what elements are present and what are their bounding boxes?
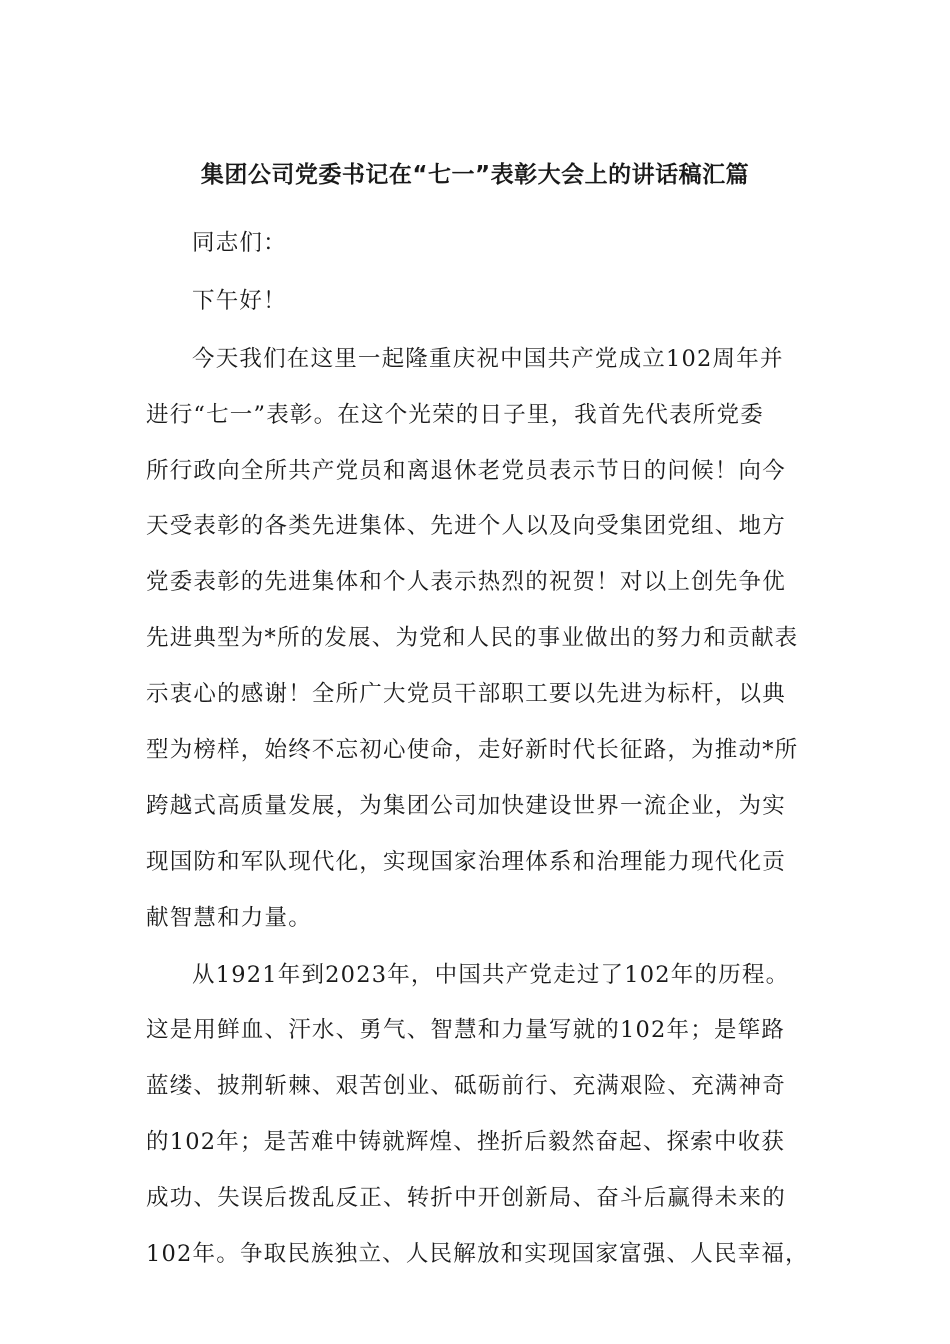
paragraph-line: 献智慧和力量。 bbox=[146, 905, 312, 931]
paragraph-line: 型为榜样，始终不忘初心使命，走好新时代长征路，为推动*所 bbox=[146, 737, 799, 763]
salutation: 同志们： bbox=[192, 230, 287, 256]
paragraph-line: 成功、失误后拨乱反正、转折中开创新局、奋斗后赢得未来的 bbox=[146, 1185, 786, 1211]
paragraph-line: 进行“七一”表彰。在这个光荣的日子里，我首先代表所党委 bbox=[146, 402, 764, 428]
paragraph-line: 这是用鲜血、汗水、勇气、智慧和力量写就的102年；是筚路 bbox=[146, 1017, 786, 1043]
paragraph-line: 跨越式高质量发展，为集团公司加快建设世界一流企业，为实 bbox=[146, 793, 786, 819]
paragraph-line: 今天我们在这里一起隆重庆祝中国共产党成立102周年并 bbox=[192, 346, 784, 372]
paragraph-line: 天受表彰的各类先进集体、先进个人以及向受集团党组、地方 bbox=[146, 513, 786, 539]
document-title: 集团公司党委书记在“七一”表彰大会上的讲话稿汇篇 bbox=[200, 162, 750, 188]
paragraph-line: 党委表彰的先进集体和个人表示热烈的祝贺！对以上创先争优 bbox=[146, 569, 786, 595]
paragraph-line: 102年。争取民族独立、人民解放和实现国家富强、人民幸福， bbox=[146, 1241, 809, 1267]
paragraph-line: 蓝缕、披荆斩棘、艰苦创业、砥砺前行、充满艰险、充满神奇 bbox=[146, 1073, 786, 1099]
paragraph-line: 的102年；是苦难中铸就辉煌、挫折后毅然奋起、探索中收获 bbox=[146, 1129, 786, 1155]
paragraph-line: 所行政向全所共产党员和离退休老党员表示节日的问候！向今 bbox=[146, 458, 786, 484]
paragraph-line: 现国防和军队现代化，实现国家治理体系和治理能力现代化贡 bbox=[146, 849, 786, 875]
paragraph-line: 示衷心的感谢！全所广大党员干部职工要以先进为标杆，以典 bbox=[146, 681, 786, 707]
greeting: 下午好！ bbox=[192, 288, 287, 314]
paragraph-line: 先进典型为*所的发展、为党和人民的事业做出的努力和贡献表 bbox=[146, 625, 799, 651]
paragraph-line: 从1921年到2023年，中国共产党走过了102年的历程。 bbox=[192, 962, 790, 988]
